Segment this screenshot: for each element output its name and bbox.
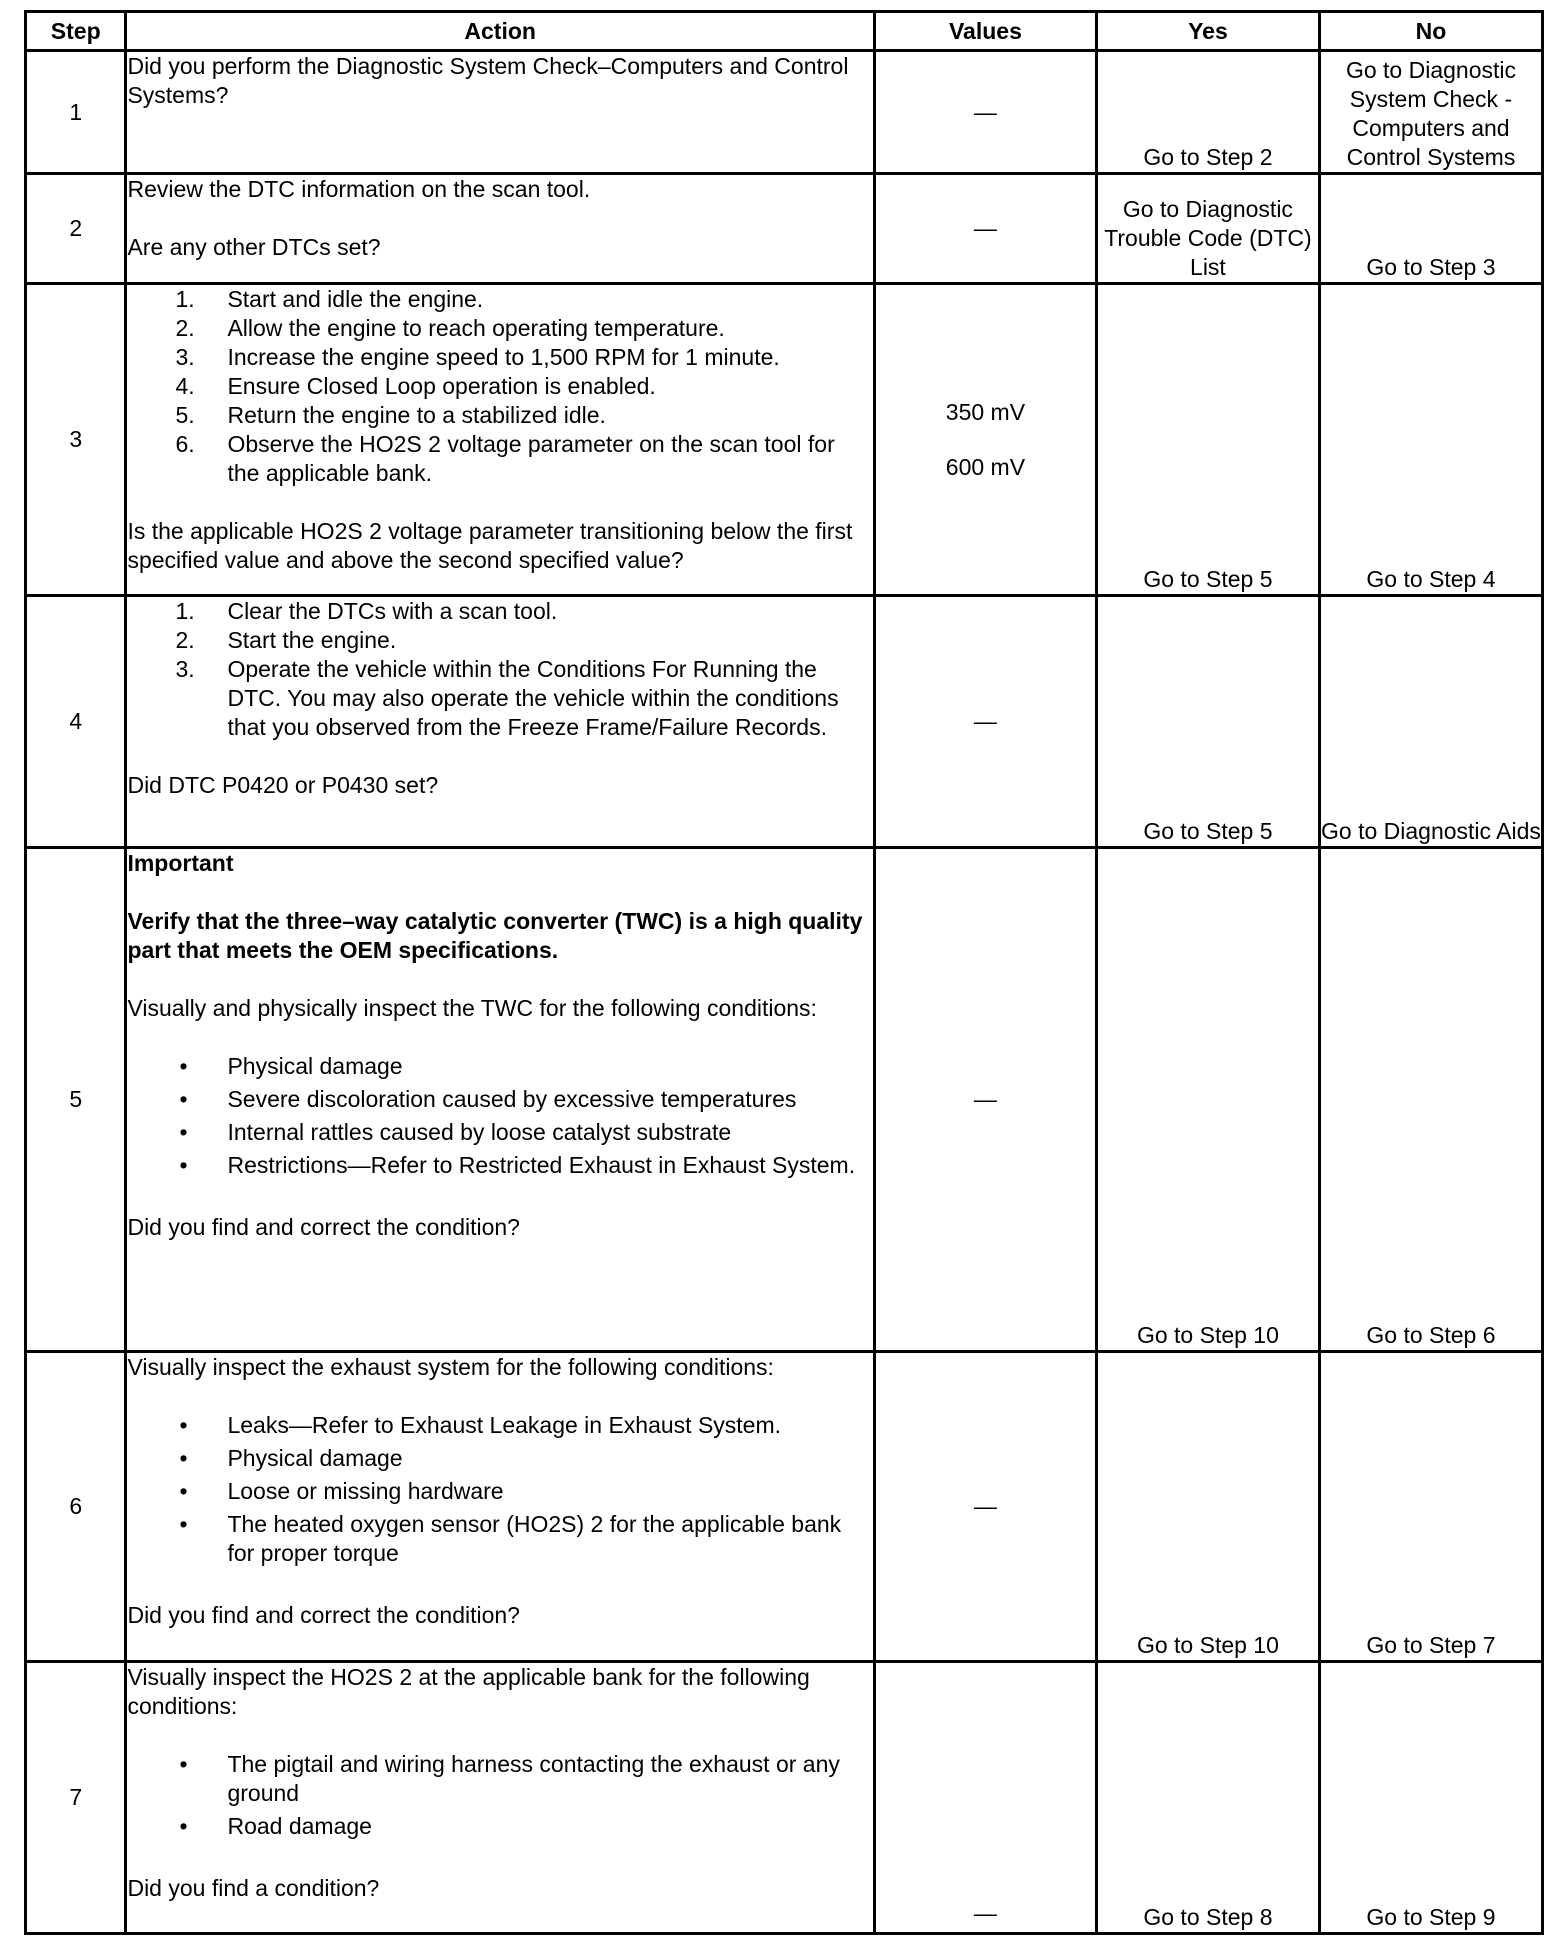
step-number: 6 [26,1352,126,1662]
values-cell: — [874,1352,1096,1662]
values-cell: — [874,596,1096,848]
action-cell [126,174,874,284]
header-step: Step [26,12,126,51]
header-yes: Yes [1096,12,1319,51]
table-row-step-5 [26,848,1543,1352]
bullet-icon: • [179,1086,188,1112]
table-row-step-4 [26,596,1543,848]
yes-cell: Go to Step 10 [1096,848,1319,1352]
header-values: Values [874,12,1096,51]
action-cell [126,284,874,596]
list-item: • The heated oxygen sensor (HO2S) 2 for the applicable bank for proper torque [179,1511,842,1566]
bullet-icon: • [179,1445,188,1471]
step-number: 7 [26,1662,126,1934]
values-cell: — [874,1662,1096,1934]
yes-cell: Go to Step 2 [1096,51,1319,174]
bullet-icon: • [179,1478,188,1504]
bullet-icon: • [179,1412,188,1438]
yes-cell: Go to Step 5 [1096,596,1319,848]
action-cell [126,848,874,1352]
list-item: 4. Ensure Closed Loop operation is enabled. [175,373,656,399]
list-item: • Restrictions—Refer to Restricted Exhaust in Exhaust System. [179,1152,856,1178]
action-question: Did DTC P0420 or P0430 set? [127,772,439,798]
yes-cell: Go to Step 10 [1096,1352,1319,1662]
step-number: 3 [26,284,126,596]
action-question: Did you find and correct the condition? [127,1602,520,1628]
action-question: Did you find and correct the condition? [127,1214,520,1240]
list-item: 1. Start and idle the engine. [175,286,484,312]
values-cell: — [874,848,1096,1352]
no-cell: Go to Step 4 [1319,284,1542,596]
condition-list [127,1411,872,1568]
list-item: 5. Return the engine to a stabilized idle. [175,402,606,428]
bullet-icon: • [179,1119,188,1145]
table-row-step-7 [26,1662,1543,1934]
table-row-step-1 [26,51,1543,174]
yes-cell: Go to Diagnostic Trouble Code (DTC) List [1096,174,1319,284]
list-item: • Internal rattles caused by loose catalyst substrate [179,1119,732,1145]
step-number: 5 [26,848,126,1352]
action-cell [126,596,874,848]
action-intro: Visually inspect the exhaust system for the following conditions: [127,1354,774,1380]
yes-cell: Go to Step 5 [1096,284,1319,596]
action-intro: Visually inspect the HO2S 2 at the applicable bank for the following conditions: [127,1664,810,1719]
list-item: • Leaks—Refer to Exhaust Leakage in Exhaust System. [179,1412,782,1438]
bullet-icon: • [179,1511,188,1537]
condition-list [127,1750,872,1841]
action-question: Is the applicable HO2S 2 voltage parameter transitioning below the first specified value and above the second specified value? [127,518,853,573]
value-spec: 600 mV [945,453,1026,480]
list-item: 3. Increase the engine speed to 1,500 RPM for 1 minute. [175,344,780,370]
list-item: • Physical damage [179,1445,403,1471]
list-item: • Physical damage [179,1053,403,1079]
no-cell: Go to Step 9 [1319,1662,1542,1934]
action-intro: Review the DTC information on the scan tool. [127,176,591,202]
action-cell [126,1662,874,1934]
no-cell: Go to Step 6 [1319,848,1542,1352]
yes-cell: Go to Step 8 [1096,1662,1319,1934]
no-cell: Go to Diagnostic Aids [1319,596,1542,848]
condition-list [127,1052,872,1180]
action-question: Did you find a condition? [127,1875,380,1901]
no-cell: Go to Step 3 [1319,174,1542,284]
table-row-step-2 [26,174,1543,284]
action-numbered-list [127,285,872,488]
no-cell: Go to Step 7 [1319,1352,1542,1662]
important-label: Important [127,850,234,876]
bullet-icon: • [179,1053,188,1079]
diagnostic-table [24,10,1544,1935]
step-number: 1 [26,51,126,174]
action-question: Are any other DTCs set? [127,234,381,260]
no-cell: Go to Diagnostic System Check - Computers and Control Systems [1319,51,1542,174]
value-spec: 350 mV [945,398,1026,425]
header-row [26,12,1543,51]
header-action: Action [126,12,874,51]
step-number: 4 [26,596,126,848]
values-cell [874,284,1096,596]
values-cell: — [874,51,1096,174]
action-intro: Visually and physically inspect the TWC for the following conditions: [127,995,817,1021]
list-item: • Severe discoloration caused by excessive temperatures [179,1086,797,1112]
list-item: 2. Start the engine. [175,627,397,653]
important-note: Verify that the three–way catalytic converter (TWC) is a high quality part that meets the OEM specifications. [127,908,863,963]
table-row-step-6 [26,1352,1543,1662]
diagnostic-table-sheet [24,10,1544,1935]
list-item: 1. Clear the DTCs with a scan tool. [175,598,558,624]
list-item: 2. Allow the engine to reach operating temperature. [175,315,725,341]
action-numbered-list [127,597,872,742]
bullet-icon: • [179,1813,188,1839]
action-question: Did you perform the Diagnostic System Check–Computers and Control Systems? [127,53,849,108]
header-no: No [1319,12,1542,51]
list-item: • Loose or missing hardware [179,1478,504,1504]
action-cell [126,1352,874,1662]
list-item: • The pigtail and wiring harness contacting the exhaust or any ground [179,1751,840,1806]
bullet-icon: • [179,1152,188,1178]
list-item: 3. Operate the vehicle within the Conditions For Running the DTC. You may also operate the vehicle within the conditions that you observed from the Freeze Frame/Failure Records. [175,656,839,740]
bullet-icon: • [179,1751,188,1777]
list-item: • Road damage [179,1813,372,1839]
table-row-step-3 [26,284,1543,596]
action-cell [126,51,874,174]
step-number: 2 [26,174,126,284]
list-item: 6. Observe the HO2S 2 voltage parameter on the scan tool for the applicable bank. [175,431,835,486]
values-cell: — [874,174,1096,284]
